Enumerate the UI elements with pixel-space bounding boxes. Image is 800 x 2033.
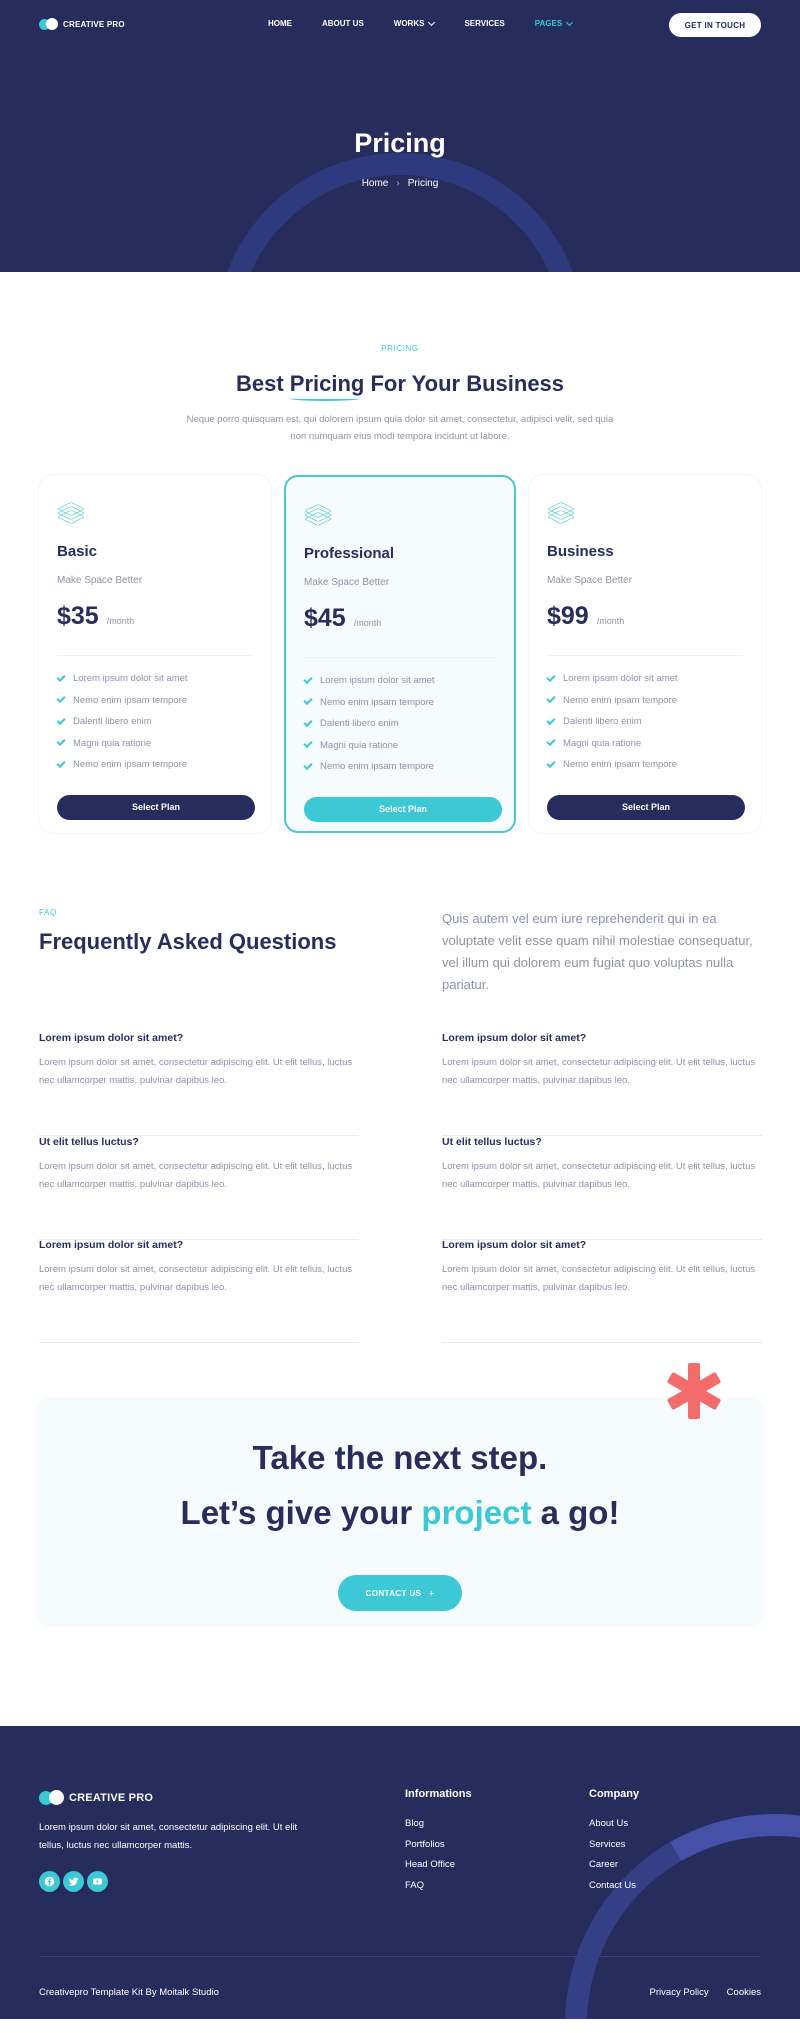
plan-price: $45 [304, 604, 346, 632]
plan-feature [547, 711, 743, 733]
site-footer [0, 1726, 800, 2019]
plan-feature [547, 668, 743, 690]
pricing-title-post: For Your Business [364, 371, 565, 396]
plan-name: Business [547, 543, 614, 560]
footer-col-title: Informations [405, 1788, 472, 1800]
cta-line2-pre: Let’s give your [180, 1494, 422, 1531]
footer-link-faq[interactable]: FAQ [405, 1880, 425, 1892]
cta-line2-post: a go! [531, 1494, 620, 1531]
top-nav [0, 0, 800, 48]
social-links [39, 1871, 108, 1892]
plan-name: Professional [304, 545, 395, 562]
footer-link-services[interactable]: Services [589, 1838, 626, 1850]
check-icon [546, 716, 555, 725]
plan-period: /month [106, 616, 135, 626]
check-icon [56, 673, 65, 682]
cta-line2-accent: project [421, 1494, 532, 1531]
divider [57, 655, 253, 656]
plan-name: Basic [57, 543, 98, 560]
footer-divider [39, 1956, 761, 1957]
check-icon [303, 718, 312, 727]
footer-link-head-office[interactable]: Head Office [405, 1859, 455, 1871]
plan-feature-label: Lorem ipsum dolor sit amet [73, 673, 188, 685]
select-plan-button[interactable]: Select Plan [547, 795, 745, 820]
hero-arc-decoration [215, 153, 585, 272]
plan-feature [304, 670, 496, 692]
check-icon [546, 737, 555, 746]
check-icon [303, 739, 312, 748]
plan-feature [57, 711, 253, 733]
faq-answer: Lorem ipsum dolor sit amet, consectetur adipiscing elit. Ut elit tellus, luctus nec ullamcorper mattis, pulvinar dapibus leo. [442, 1161, 756, 1190]
plan-feature-label: Dalenti libero enim [320, 718, 399, 730]
logo-mark-icon [39, 18, 59, 30]
plan-price-row [57, 602, 253, 631]
plan-feature [57, 668, 253, 690]
plan-feature [547, 690, 743, 712]
nav-works-label: WORKS [393, 19, 425, 28]
faq-question: Ut elit tellus luctus? [39, 1136, 139, 1148]
check-icon [56, 716, 65, 725]
faq-tag: FAQ [39, 908, 57, 917]
plan-feature-label: Nemo enim ipsam tempore [73, 759, 188, 771]
plan-feature [57, 754, 253, 776]
page-title: Pricing [354, 128, 446, 158]
faq-question: Lorem ipsum dolor sit amet? [442, 1239, 587, 1251]
plus-icon: + [429, 1588, 435, 1598]
check-icon [546, 759, 555, 768]
plan-feature [547, 733, 743, 755]
legal-links [650, 1987, 761, 1998]
layers-icon [547, 499, 575, 525]
pricing-title [0, 371, 800, 397]
plan-feature [304, 713, 496, 735]
contact-us-button[interactable] [338, 1575, 462, 1611]
plan-card-professional [284, 475, 516, 833]
faq-answer: Lorem ipsum dolor sit amet, consectetur adipiscing elit. Ut elit tellus, luctus nec ullamcorper mattis, pulvinar dapibus leo. [39, 1264, 353, 1293]
plan-feature-label: Lorem ipsum dolor sit amet [320, 675, 435, 687]
plan-feature [57, 733, 253, 755]
faq-item[interactable] [39, 1239, 359, 1343]
footer-brand-logo[interactable] [39, 1790, 153, 1805]
chevron-right-icon: › [396, 178, 400, 189]
faq-item[interactable] [39, 1032, 359, 1136]
divider [547, 655, 743, 656]
breadcrumb [0, 178, 800, 189]
pricing-description: Neque porro quisquam est, qui dolorem ipsum quia dolor sit amet, consectetur, adipisci velit, sed quia non numquam eius modi tempora incidunt ut labore. [186, 414, 614, 442]
logo-mark-icon [39, 1790, 65, 1805]
plan-feature [304, 756, 496, 778]
footer-link-blog[interactable]: Blog [405, 1818, 425, 1829]
twitter-icon[interactable] [63, 1871, 84, 1892]
plan-feature-label: Dalenti libero enim [563, 716, 642, 728]
facebook-icon[interactable] [39, 1871, 60, 1892]
faq-lead: Quis autem vel eum iure reprehenderit qui in ea voluptate velit esse quam nihil molestiae consequatur, vel illum qui dolorem eum fugiat quo voluptas nulla pariatur. [442, 911, 753, 992]
plan-card-business [529, 475, 761, 833]
check-icon [56, 759, 65, 768]
faq-item[interactable] [442, 1136, 762, 1240]
check-icon [56, 737, 65, 746]
footer-col-informations [405, 1788, 472, 1897]
plan-feature [57, 690, 253, 712]
plan-feature [547, 754, 743, 776]
check-icon [56, 694, 65, 703]
nav-pages-label: PAGES [534, 19, 563, 28]
faq-question: Lorem ipsum dolor sit amet? [39, 1239, 184, 1251]
footer-brand-name: CREATIVE PRO [69, 1791, 154, 1804]
plan-subtitle: Make Space Better [304, 577, 390, 588]
faq-question: Ut elit tellus luctus? [442, 1136, 542, 1148]
check-icon [303, 696, 312, 705]
pricing-plans [0, 475, 800, 835]
plan-feature-label: Nemo enim ipsam tempore [73, 694, 188, 706]
footer-links [405, 1814, 472, 1897]
nav-home[interactable]: HOME [268, 19, 292, 28]
footer-description: Lorem ipsum dolor sit amet, consectetur adipiscing elit. Ut elit tellus, luctus nec ullamcorper mattis. [39, 1822, 298, 1851]
brand-name: CREATIVE PRO [63, 19, 125, 29]
faq-answer: Lorem ipsum dolor sit amet, consectetur adipiscing elit. Ut elit tellus, luctus nec ullamcorper mattis, pulvinar dapibus leo. [442, 1264, 756, 1293]
copyright-text: Creativepro Template Kit By Moitalk Studio [39, 1987, 219, 1998]
footer-link-about-us[interactable]: About Us [589, 1818, 629, 1829]
main-menu [268, 19, 602, 28]
check-icon [303, 761, 312, 770]
plan-price-row [304, 604, 496, 633]
plan-feature [304, 735, 496, 757]
plan-feature-label: Nemo enim ipsam tempore [320, 696, 435, 708]
faq-question: Lorem ipsum dolor sit amet? [442, 1032, 587, 1044]
nav-about-us[interactable]: ABOUT US [322, 19, 364, 28]
cta-heading-line2 [0, 1494, 800, 1532]
chevron-down-icon [428, 18, 435, 25]
plan-feature-label: Magni quia ratione [320, 739, 399, 751]
footer-col-title: Company [589, 1788, 640, 1800]
plan-feature-label: Nemo enim ipsam tempore [563, 759, 678, 771]
plan-subtitle: Make Space Better [547, 575, 633, 586]
faq-answer: Lorem ipsum dolor sit amet, consectetur adipiscing elit. Ut elit tellus, luctus nec ullamcorper mattis, pulvinar dapibus leo. [442, 1057, 756, 1086]
youtube-icon[interactable] [87, 1871, 108, 1892]
chevron-down-icon [566, 18, 573, 25]
faq-section [0, 908, 800, 1363]
check-icon [303, 675, 312, 684]
faq-item[interactable] [442, 1239, 762, 1343]
pricing-title-highlight: Pricing [289, 371, 365, 396]
faq-item[interactable] [442, 1032, 762, 1136]
nav-services[interactable]: SERVICES [464, 19, 505, 28]
faq-question: Lorem ipsum dolor sit amet? [39, 1032, 184, 1044]
nav-pages[interactable] [535, 19, 572, 28]
footer-link-career[interactable]: Career [589, 1859, 619, 1871]
plan-subtitle: Make Space Better [57, 575, 143, 586]
faq-title: Frequently Asked Questions [39, 929, 337, 954]
plan-period: /month [353, 618, 382, 628]
hero-section [0, 0, 800, 272]
plan-price: $35 [57, 602, 99, 630]
faq-answer: Lorem ipsum dolor sit amet, consectetur adipiscing elit. Ut elit tellus, luctus nec ullamcorper mattis, pulvinar dapibus leo. [39, 1057, 353, 1086]
asterisk-icon [666, 1363, 722, 1419]
footer-link-contact-us[interactable]: Contact Us [589, 1880, 636, 1892]
faq-answer: Lorem ipsum dolor sit amet, consectetur adipiscing elit. Ut elit tellus, luctus nec ullamcorper mattis, pulvinar dapibus leo. [39, 1161, 353, 1190]
plan-feature-label: Magni quia ratione [73, 737, 152, 749]
footer-link-portfolios[interactable]: Portfolios [405, 1838, 445, 1850]
plan-feature-label: Magni quia ratione [563, 737, 642, 749]
plan-feature-label: Lorem ipsum dolor sit amet [563, 673, 678, 685]
cta-heading-line1: Take the next step. [252, 1439, 548, 1476]
faq-item[interactable] [39, 1136, 359, 1240]
contact-us-label: CONTACT US [365, 1588, 422, 1598]
plan-price: $99 [547, 602, 589, 630]
plan-card-basic [39, 475, 271, 833]
layers-icon [304, 501, 332, 527]
pricing-tag: PRICING [381, 344, 419, 353]
breadcrumb-current: Pricing [407, 178, 439, 189]
pricing-title-pre: Best [235, 371, 290, 396]
plan-feature-label: Nemo enim ipsam tempore [563, 694, 678, 706]
plan-period: /month [596, 616, 625, 626]
check-icon [546, 673, 555, 682]
select-plan-button[interactable]: Select Plan [57, 795, 255, 820]
divider [304, 657, 496, 658]
footer-arc-decoration [518, 1767, 800, 2019]
cookies-link[interactable]: Cookies [726, 1987, 761, 1998]
plan-feature [304, 692, 496, 714]
plan-feature-label: Nemo enim ipsam tempore [320, 761, 435, 773]
layers-icon [57, 499, 85, 525]
pricing-section [0, 344, 800, 835]
plan-feature-label: Dalenti libero enim [73, 716, 152, 728]
privacy-policy-link[interactable]: Privacy Policy [649, 1987, 709, 1998]
select-plan-button[interactable]: Select Plan [304, 797, 502, 822]
get-in-touch-button[interactable]: GET IN TOUCH [669, 13, 761, 37]
breadcrumb-home[interactable]: Home [361, 178, 389, 189]
check-icon [546, 694, 555, 703]
footer-links [589, 1814, 639, 1897]
cta-section [0, 1363, 800, 1625]
footer-col-company [589, 1788, 639, 1897]
plan-price-row [547, 602, 743, 631]
nav-works[interactable] [394, 19, 435, 28]
brand-logo[interactable] [39, 18, 125, 30]
